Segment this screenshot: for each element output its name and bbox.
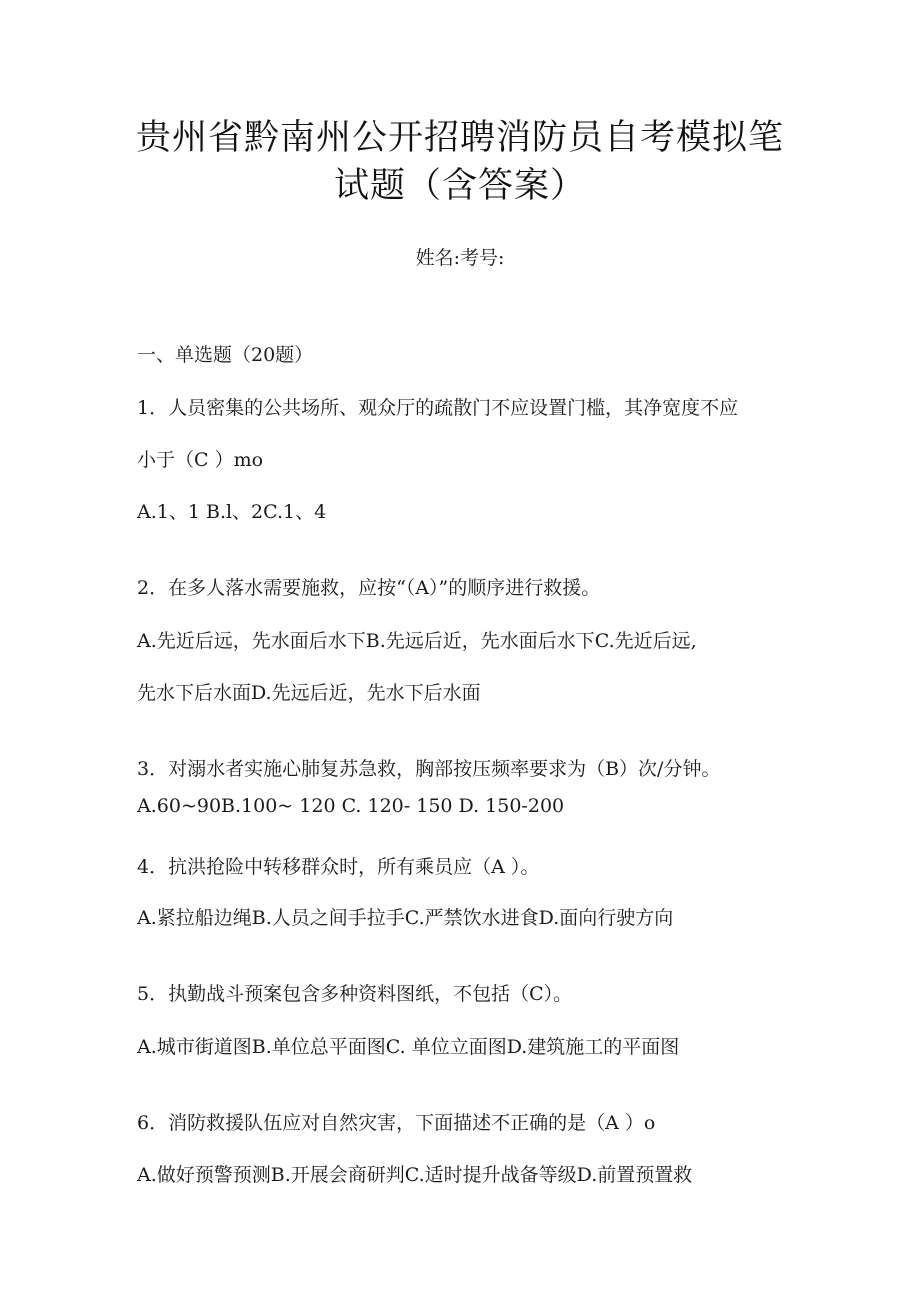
question-6-options: A.做好预警预测B.开展会商研判C.适时提升战备等级D.前置预置救 bbox=[137, 1164, 693, 1186]
question-1-stem-line-2: 小于（C ）mo bbox=[137, 449, 264, 471]
question-5-options: A.城市街道图B.单位总平面图C. 单位立面图D.建筑施工的平面图 bbox=[137, 1036, 680, 1058]
question-6-stem: 6．消防救援队伍应对自然灾害，下面描述不正确的是（A ）o bbox=[137, 1112, 656, 1134]
question-1-options: A.1、1 B.l、2C.1、4 bbox=[137, 501, 327, 523]
question-5-stem: 5．执勤战斗预案包含多种资料图纸，不包括（C）。 bbox=[137, 983, 573, 1005]
question-1-stem-line-1: 1．人员密集的公共场所、观众厅的疏散门不应设置门槛，其净宽度不应 bbox=[137, 397, 739, 419]
candidate-info: 姓名:考号: bbox=[415, 247, 505, 269]
question-4-options: A.紧拉船边绳B.人员之间手拉手C.严禁饮水进食D.面向行驶方向 bbox=[137, 907, 674, 929]
question-3-stem: 3．对溺水者实施心肺复苏急救，胸部按压频率要求为（B）次/分钟。 bbox=[137, 758, 721, 780]
document-title-line-1: 贵州省黔南州公开招聘消防员自考模拟笔 bbox=[135, 118, 784, 158]
document-title-line-2: 试题（含答案） bbox=[333, 166, 586, 206]
question-4-stem: 4．抗洪抢险中转移群众时，所有乘员应（A ）。 bbox=[137, 856, 540, 878]
section-heading: 一、单选题（20题） bbox=[137, 344, 314, 366]
question-2-options-line-2: 先水下后水面D.先远后近，先水下后水面 bbox=[137, 682, 481, 704]
question-2-stem: 2．在多人落水需要施救，应按“（A）”的顺序进行救援。 bbox=[137, 577, 601, 599]
question-3-options: A.60~90B.100~ 120 C. 120- 150 D. 150-200 bbox=[137, 795, 565, 817]
question-2-options-line-1: A.先近后远，先水面后水下B.先远后近，先水面后水下C.先近后远, bbox=[137, 630, 697, 652]
